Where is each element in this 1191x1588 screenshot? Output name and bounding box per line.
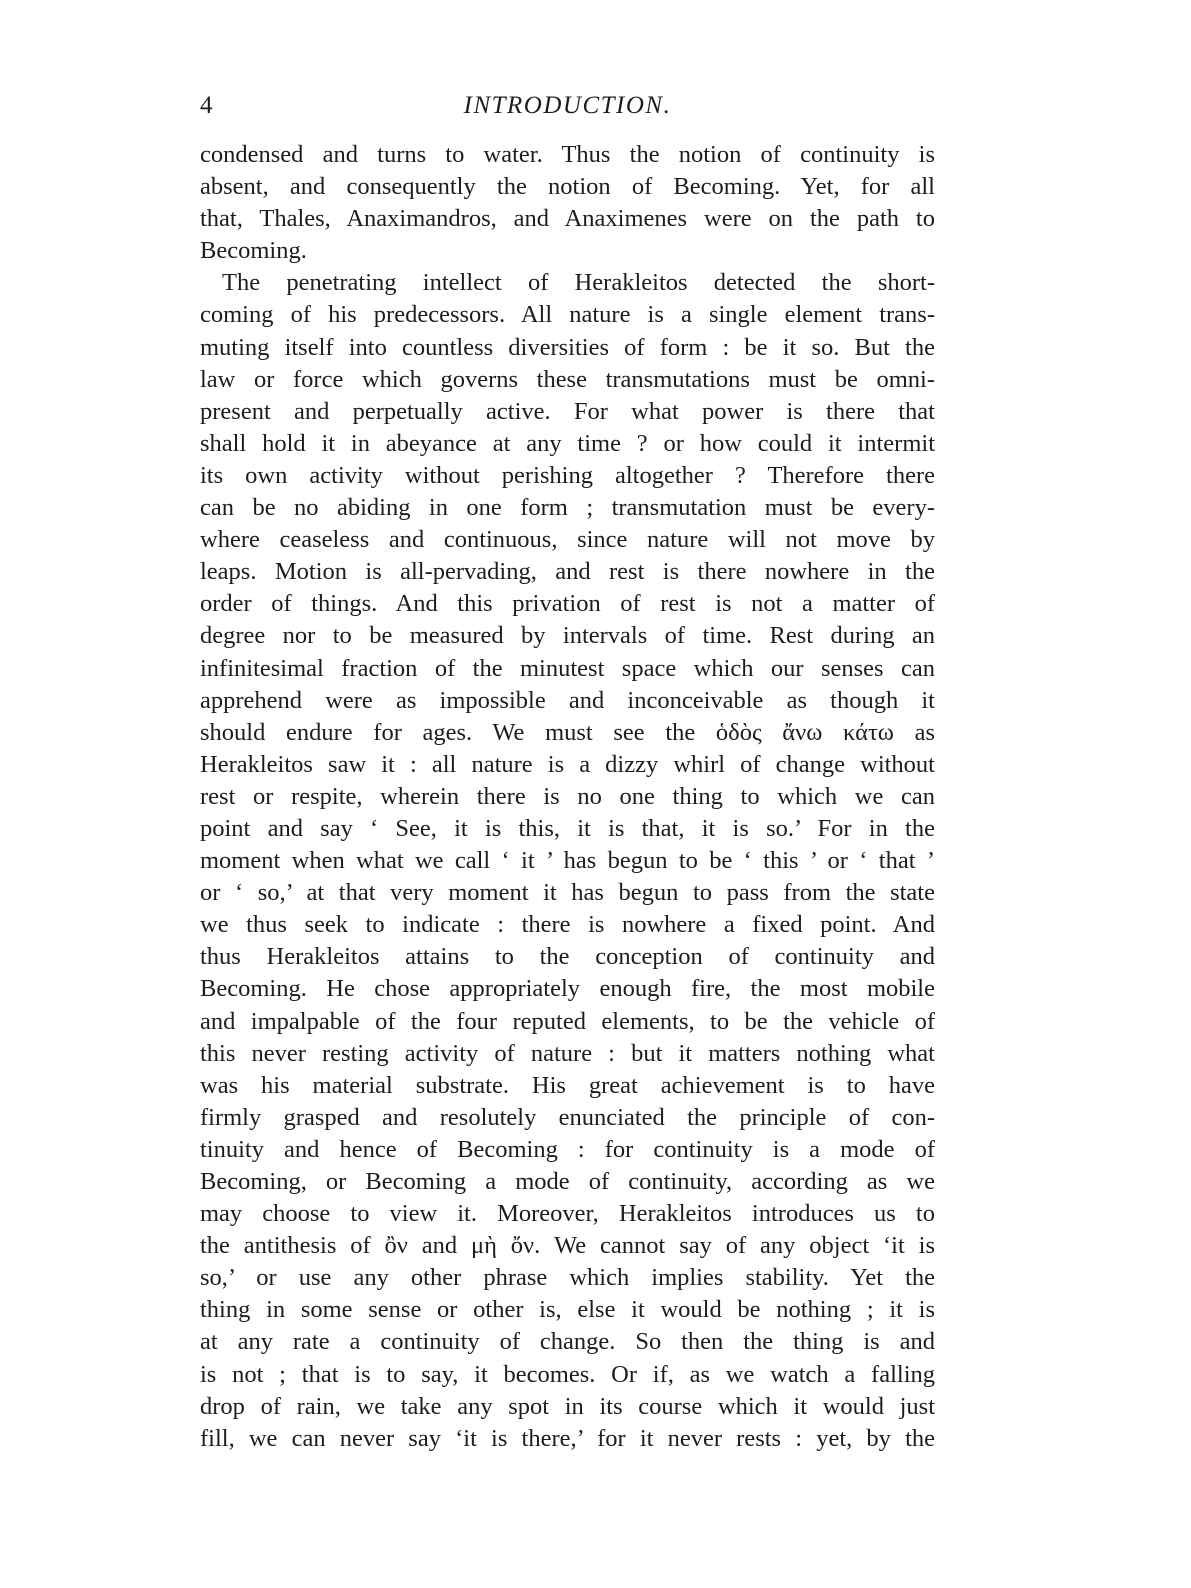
text-line: Becoming. He chose appropriately enough fire, the most mobile [200, 975, 935, 1003]
text-line: degree nor to be measured by intervals of time. Rest during an [200, 622, 935, 650]
text-line: the antithesis of ὂν and μὴ ὄν. We cannot say of any object ‘it is [200, 1232, 935, 1260]
text-line: drop of rain, we take any spot in its course which it would just [200, 1392, 935, 1420]
text-line: so,’ or use any other phrase which implies stability. Yet the [200, 1264, 935, 1292]
text-line: order of things. And this privation of rest is not a matter of [200, 590, 935, 618]
text-line: moment when what we call ‘ it ’ has begun to be ‘ this ’ or ‘ that ’ [200, 847, 935, 875]
text-line: thing in some sense or other is, else it would be nothing ; it is [200, 1296, 935, 1324]
text-line: and impalpable of the four reputed elements, to be the vehicle of [200, 1007, 935, 1035]
text-line: should endure for ages. We must see the ὁδὸς ἄνω κάτω as [200, 718, 935, 746]
text-line: tinuity and hence of Becoming : for continuity is a mode of [200, 1135, 935, 1163]
text-line: Becoming, or Becoming a mode of continuity, according as we [200, 1168, 935, 1195]
text-line: shall hold it in abeyance at any time ? or how could it intermit [200, 429, 935, 457]
text-line: The penetrating intellect of Herakleitos detected the short- [222, 269, 935, 297]
text-line: fill, we can never say ‘it is there,’ for it never rests : yet, by the [200, 1424, 935, 1452]
text-line: point and say ‘ See, it is this, it is that, it is so.’ For in the [200, 814, 935, 842]
text-line: absent, and consequently the notion of Becoming. Yet, for all [200, 173, 935, 201]
text-line: is not ; that is to say, it becomes. Or if, as we watch a falling [200, 1360, 935, 1388]
text-line: its own activity without perishing altogether ? Therefore there [200, 461, 935, 489]
text-line: firmly grasped and resolutely enunciated the principle of con- [200, 1103, 935, 1131]
text-line: this never resting activity of nature : but it matters nothing what [200, 1039, 935, 1067]
body-text [200, 139, 935, 1455]
text-line: rest or respite, wherein there is no one thing to which we can [200, 782, 935, 810]
text-line: Becoming. [200, 237, 307, 265]
page-number: 4 [200, 92, 213, 119]
text-line: that, Thales, Anaximandros, and Anaximenes were on the path to [200, 205, 935, 233]
text-line: Herakleitos saw it : all nature is a dizzy whirl of change without [200, 750, 935, 778]
text-line: was his material substrate. His great achievement is to have [200, 1071, 935, 1099]
text-line: we thus seek to indicate : there is nowhere a fixed point. And [200, 911, 935, 939]
text-line: apprehend were as impossible and inconceivable as though it [200, 686, 935, 714]
text-line: present and perpetually active. For what power is there that [200, 397, 935, 425]
text-line: muting itself into countless diversities of form : be it so. But the [200, 333, 935, 361]
text-line: coming of his predecessors. All nature is a single element trans- [200, 301, 935, 329]
text-line: or ‘ so,’ at that very moment it has begun to pass from the state [200, 879, 935, 907]
text-line: condensed and turns to water. Thus the notion of continuity is [200, 141, 935, 168]
page-header [200, 88, 935, 124]
running-head: INTRODUCTION. [463, 92, 672, 119]
text-line: at any rate a continuity of change. So then the thing is and [200, 1328, 935, 1356]
text-line: can be no abiding in one form ; transmutation must be every- [200, 494, 935, 522]
text-line: infinitesimal fraction of the minutest space which our senses can [200, 654, 935, 682]
text-line: law or force which governs these transmutations must be omni- [200, 365, 935, 393]
text-line: may choose to view it. Moreover, Herakleitos introduces us to [200, 1200, 935, 1228]
text-line: leaps. Motion is all-pervading, and rest is there nowhere in the [200, 558, 935, 586]
text-line: where ceaseless and continuous, since nature will not move by [200, 526, 935, 554]
text-line: thus Herakleitos attains to the conception of continuity and [200, 943, 935, 971]
